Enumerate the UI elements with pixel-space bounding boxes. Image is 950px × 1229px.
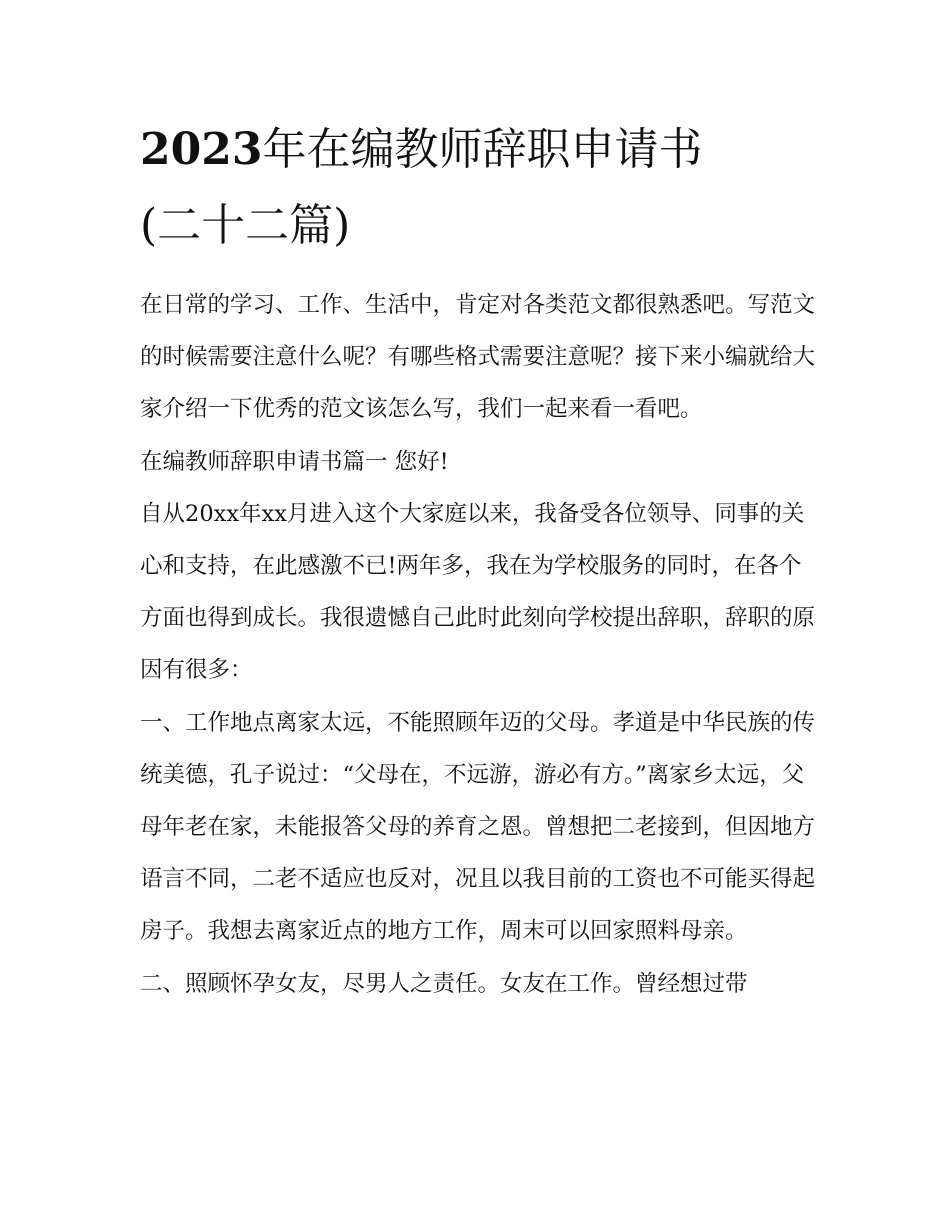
body-paragraph: 自从20xx年xx月进入这个大家庭以来，我备受各位领导、同事的关心和支持，在此感激不已!两年多，我在为学校服务的同时，在各个方面也得到成长。我很遗憾自己此时此刻向学校提出辞职，辞职的原因有很多： (140, 500, 816, 684)
title-year: 2023 (140, 124, 263, 175)
body-paragraph: 二、照顾怀孕女友，尽男人之责任。女友在工作。曾经想过带 (140, 970, 748, 997)
document-body (140, 279, 820, 1010)
title-line1-text: 年在编教师辞职申请书 (262, 124, 703, 175)
title-line2-text: (二十二篇) (140, 200, 351, 251)
body-paragraph: 一、工作地点离家太远，不能照顾年迈的父母。孝道是中华民族的传统美德，孔子说过：“父母在，不远游，游必有方。”离家乡太远，父母年老在家，未能报答父母的养育之恩。曾想把二老接到，但因地方语言不同，二老不适应也反对，况且以我目前的工资也不可能买得起房子。我想去离家近点的地方工作，周末可以回家照料母亲。 (140, 709, 816, 945)
section-heading: 在编教师辞职申请书篇一 您好! (140, 448, 449, 475)
intro-paragraph: 在日常的学习、工作、生活中，肯定对各类范文都很熟悉吧。写范文的时候需要注意什么呢？有哪些格式需要注意呢？接下来小编就给大家介绍一下优秀的范文该怎么写，我们一起来看一看吧。 (140, 292, 816, 423)
document-title (140, 112, 820, 264)
